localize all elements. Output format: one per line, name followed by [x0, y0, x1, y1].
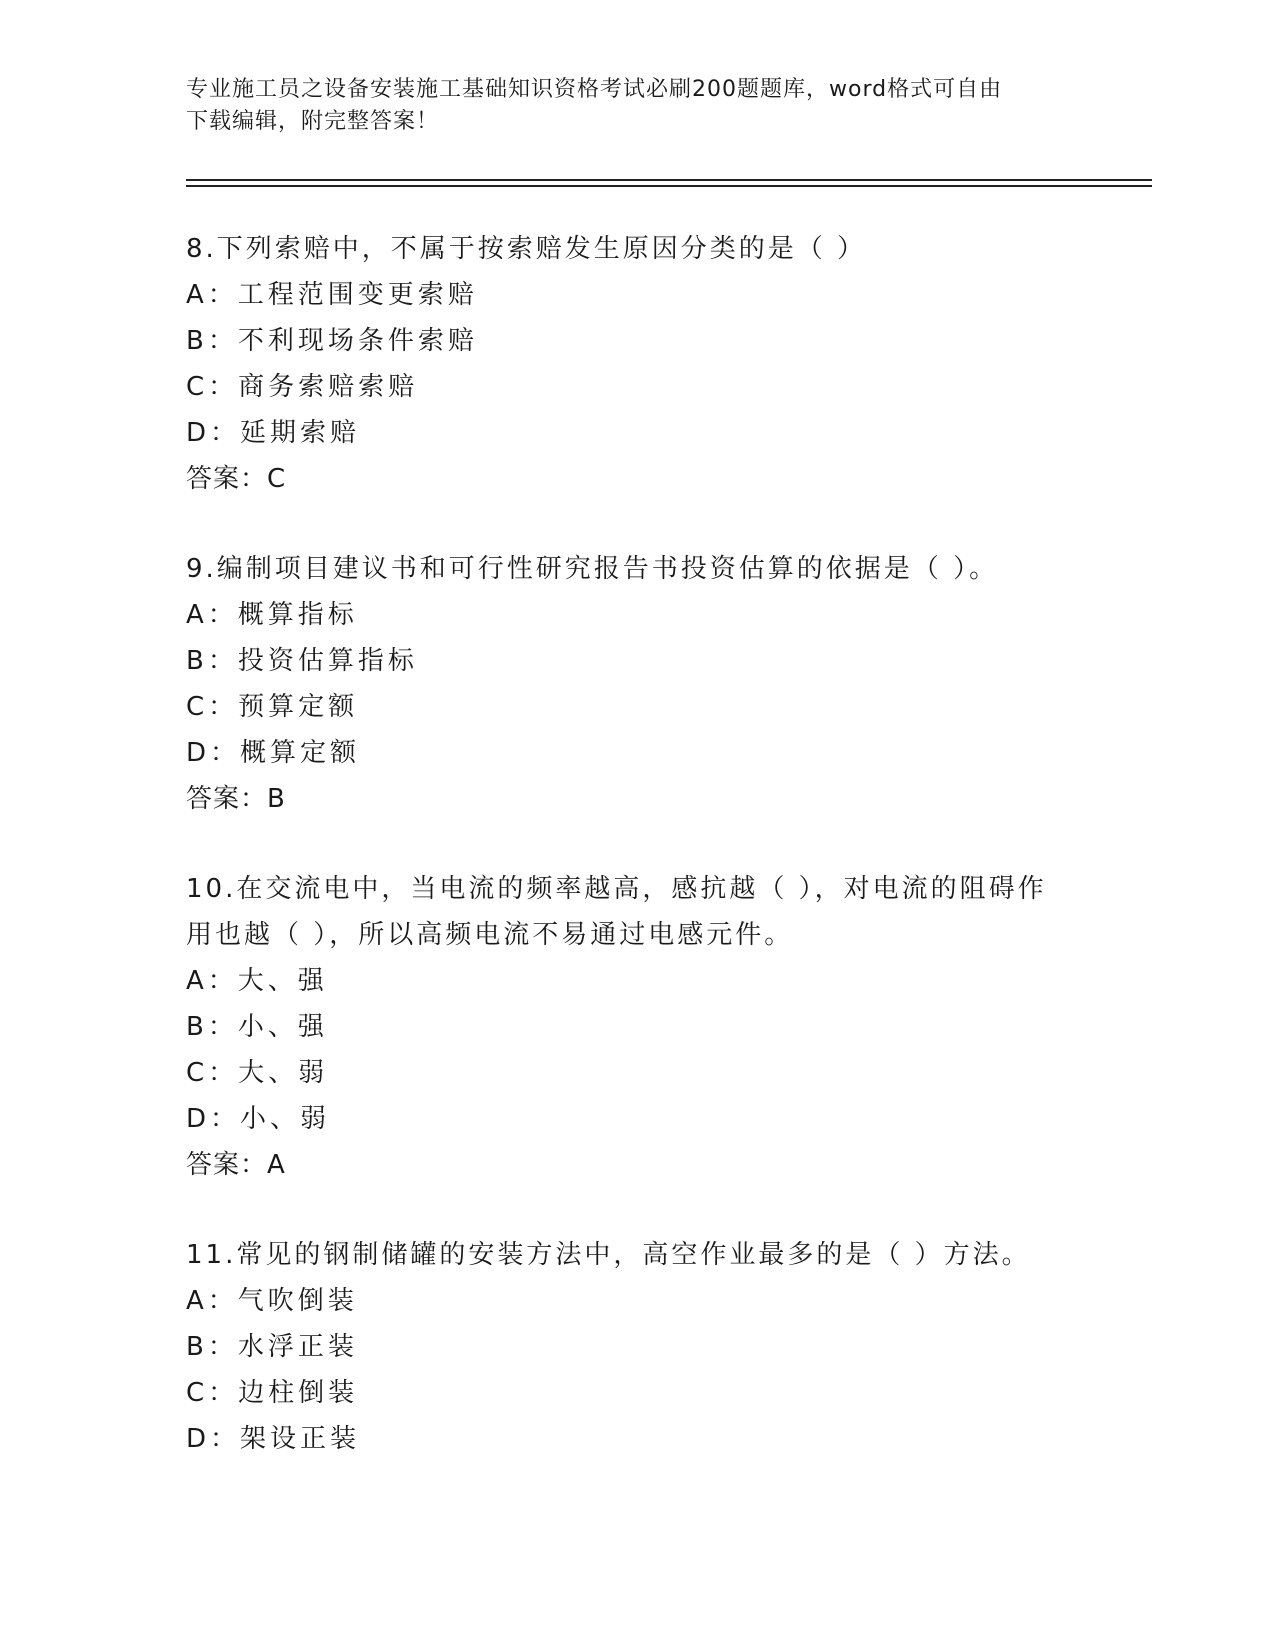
answer: 答案：C [186, 464, 287, 494]
question-stem: 8.下列索赔中，不属于按索赔发生原因分类的是（ ） [186, 234, 867, 264]
header-line-1: 专业施工员之设备安装施工基础知识资格考试必刷200题题库，word格式可自由 [186, 77, 1003, 102]
question-11 [186, 1232, 1086, 1462]
question-stem: 11.常见的钢制储罐的安装方法中，高空作业最多的是（ ）方法。 [186, 1240, 1031, 1270]
question-9 [186, 546, 1086, 822]
question-stem-line-1: 10.在交流电中，当电流的频率越高，感抗越（ ），对电流的阻碍作 [186, 874, 1047, 904]
option-d: D：架设正装 [186, 1424, 361, 1454]
option-c: C：边柱倒装 [186, 1378, 359, 1408]
question-stem: 9.编制项目建议书和可行性研究报告书投资估算的依据是（ ）。 [186, 554, 999, 584]
option-c: C：大、弱 [186, 1058, 329, 1088]
option-c: C：预算定额 [186, 692, 359, 722]
option-d: D：小、弱 [186, 1104, 331, 1134]
option-a: A：概算指标 [186, 600, 358, 630]
option-a: A：工程范围变更索赔 [186, 280, 478, 310]
option-c: C：商务索赔索赔 [186, 372, 419, 402]
header-divider-bottom [186, 185, 1152, 187]
question-10 [186, 866, 1086, 1188]
document-header [186, 74, 1066, 138]
option-a: A：气吹倒装 [186, 1286, 358, 1316]
option-a: A：大、强 [186, 966, 328, 996]
header-divider-top [186, 179, 1152, 181]
question-stem-line-2: 用也越（ ），所以高频电流不易通过电感元件。 [186, 920, 794, 950]
option-b: B：不利现场条件索赔 [186, 326, 478, 356]
option-b: B：小、强 [186, 1012, 328, 1042]
option-d: D：概算定额 [186, 738, 361, 768]
option-b: B：水浮正装 [186, 1332, 358, 1362]
question-8 [186, 226, 1086, 502]
answer: 答案：B [186, 784, 286, 814]
option-d: D：延期索赔 [186, 418, 361, 448]
header-line-2: 下载编辑，附完整答案！ [186, 109, 440, 134]
answer: 答案：A [186, 1150, 286, 1180]
option-b: B：投资估算指标 [186, 646, 418, 676]
